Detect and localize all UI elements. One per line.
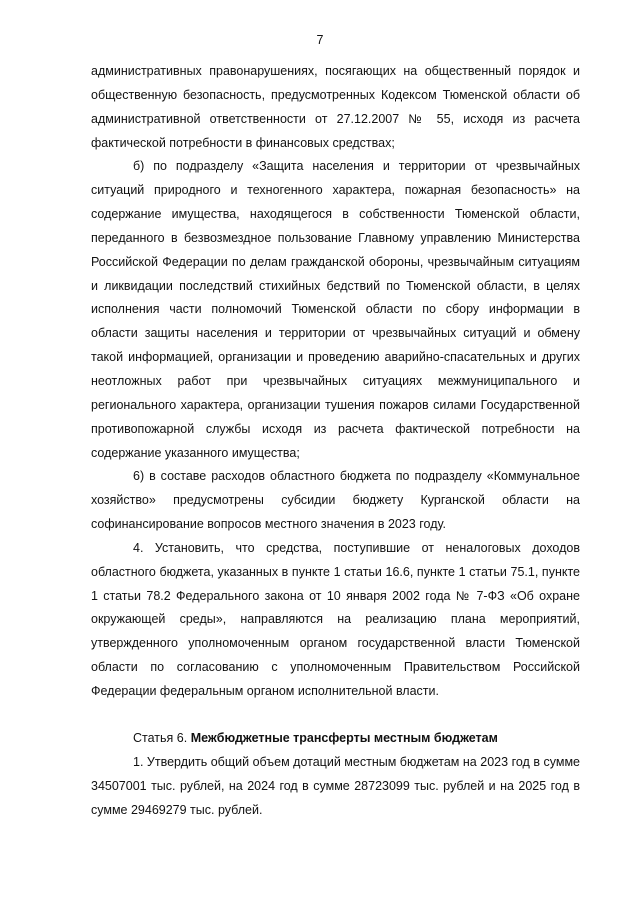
- article-title: Межбюджетные трансферты местным бюджетам: [190, 731, 498, 745]
- paragraph-4: 4. Установить, что средства, поступившие от неналоговых доходов областного бюджета, указанных в пункте 1 статьи 16.6, пункте 1 статьи 75.1, пункте 1 статьи 78.2 Федерального закона от 10 января 2002 года № 7-ФЗ «Об охране окружающей среды», направляются на реализацию плана мероприятий, утвержденного уполномоченным органом государственной власти Тюменской области по согласованию с уполномоченным Правительством Российской Федерации федеральным органом исполнительной власти.: [91, 540, 580, 698]
- paragraph-continuation: административных правонарушениях, посягающих на общественный порядок и общественную безопасность, предусмотренных Кодексом Тюменской области об административной ответственности от 27.12.2007 № 55, исходя из расчета фактической потребности в финансовых средствах;: [91, 64, 580, 150]
- body-text: [91, 60, 580, 704]
- article-6-section: [91, 727, 580, 822]
- article-paragraph-1: 1. Утвердить общий объем дотаций местным бюджетам на 2023 год в сумме 34507001 тыс. рублей, на 2024 год в сумме 28723099 тыс. рублей и на 2025 год в сумме 29469279 тыс. рублей.: [91, 754, 580, 817]
- paragraph-b: б) по подразделу «Защита населения и территории от чрезвычайных ситуаций природного и техногенного характера, пожарная безопасность» на содержание имущества, находящегося в собственности Тюменской области, переданного в безвозмездное пользование Главному управлению Министерства Российской Федерации по делам гражданской обороны, чрезвычайным ситуациям и ликвидации последствий стихийных бедствий по Тюменской области, в целях исполнения части полномочий Тюменской области по сбору информации в области защиты населения и территории от чрезвычайных ситуаций и обмену такой информацией, организации и проведению аварийно-спасательных и других неотложных работ при чрезвычайных ситуациях межмуниципального и регионального характера, организации тушения пожаров силами Государственной противопожарной службы исходя из расчета фактической потребности на содержание указанного имущества;: [91, 159, 580, 460]
- article-label: Статья 6.: [133, 731, 188, 745]
- page-number: 7: [316, 33, 324, 47]
- paragraph-6: 6) в составе расходов областного бюджета по подразделу «Коммунальное хозяйство» предусмотрены субсидии бюджету Курганской области на софинансирование вопросов местного значения в 2023 году.: [91, 469, 580, 532]
- article-heading: [91, 727, 580, 751]
